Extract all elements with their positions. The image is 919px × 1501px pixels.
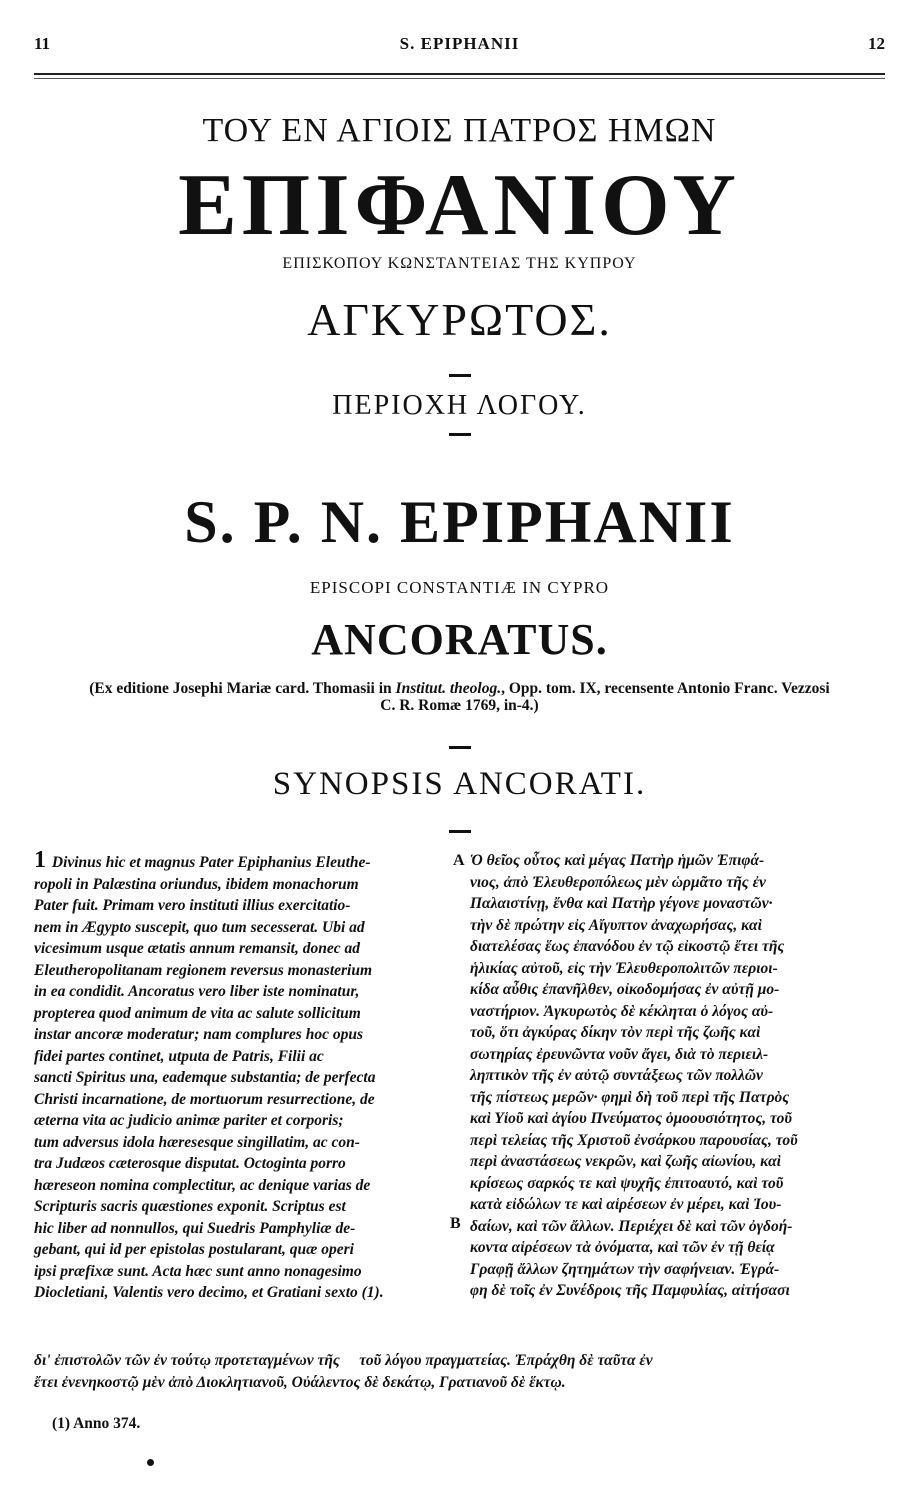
latin-line: in ea condidit. Ancoratus vero liber iste nominatur, (34, 983, 360, 1000)
latin-line: Diocletiani, Valentis vero decimo, et Gratiani sexto (1). (34, 1284, 384, 1301)
separator-dash (449, 374, 471, 377)
latin-line: hæreseon nomina complectitur, ac denique varias de (34, 1176, 371, 1194)
ink-dot (147, 1459, 154, 1466)
greek-line: κίδα αὖθις ἐπανῆλθεν, οἰκοδομήσας ἐν αὐτῇ μο- (470, 981, 780, 998)
separator-dash (449, 433, 471, 436)
edition-note-part2: , Opp. tom. IX, recensente Antonio Franc. Vezzosi (501, 680, 830, 697)
greek-line: περὶ ἀναστάσεως νεκρῶν, καὶ ζωῆς αἰωνίου, καὶ (470, 1153, 781, 1170)
latin-line: Christi incarnatione, de mortuorum resurrectione, de (34, 1090, 375, 1108)
latin-line: æterna vita ac judicio animæ pariter et corporis; (34, 1112, 344, 1129)
greek-line: Ὁ θεῖος οὗτος καὶ μέγας Πατὴρ ἡμῶν Ἐπιφά- (470, 852, 765, 869)
latin-work-title: ANCORATUS. (311, 615, 608, 664)
latin-line: ipsi præfixæ sunt. Acta hæc sunt anno nonagesimo (34, 1262, 362, 1280)
greek-line: δαίων, καὶ τῶν ἄλλων. Περιέχει δὲ καὶ τῶν ὀγδοή- (470, 1217, 793, 1235)
greek-line: σωτηρίας ἐρευνῶντα νοῦν ἄγει, διὰ τὸ περιειλ- (470, 1045, 769, 1063)
latin-line: Pater fuit. Primam vero instituti illius exercitatio- (34, 897, 351, 914)
latin-column (34, 847, 384, 1304)
latin-line: ropoli in Palæstina oriundus, ibidem monachorum (34, 875, 359, 893)
latin-line: vicesimum usque ætatis annum remansit, donec ad (34, 940, 360, 957)
latin-line: instar ancoræ moderatur; nam complures hoc opus (34, 1026, 363, 1043)
greek-line: διατελέσας ἕως ἐπανόδου ἐν τῷ εἰκοστῷ ἔτει τῆς (470, 938, 785, 955)
latin-line: Eleutheropolitanam regionem reversus monasterium (34, 961, 373, 979)
header-rule (34, 73, 885, 75)
greek-title-line1: ΤΟΥ ΕΝ ΑΓΙΟΙΣ ΠΑΤΡΟΣ ΗΜΩΝ (202, 112, 717, 149)
full-width-greek-line: δι' ἐπιστολῶν τῶν ἐν τούτῳ προτεταγμένων τῆς τοῦ λόγου πραγματείας. Ἐπράχθη δὲ ταῦτα ἐν (34, 1352, 653, 1369)
latin-subtitle: EPISCOPI CONSTANTIÆ IN CYPRO (309, 578, 610, 597)
greek-line: κρίσεως σαρκός τε καὶ ψυχῆς ἐπιτοαυτό, καὶ τοῦ (470, 1174, 784, 1192)
greek-line: ναστήριον. Ἀγκυρωτὸς δὲ κέκληται ὁ λόγος αὐ- (470, 1002, 774, 1020)
greek-line: τῆς πίστεως μερῶν· φημὶ δὴ τοῦ περὶ τῆς Πατρὸς (470, 1088, 790, 1106)
margin-marker-a: A (453, 852, 465, 869)
greek-line: ἡλικίας αὐτοῦ, εἰς τὴν Ἐλευθεροπολιτῶν περιοι- (470, 959, 778, 977)
margin-marker-b: B (450, 1215, 461, 1232)
edition-note-line2: C. R. Romæ 1769, in-4.) (380, 697, 539, 714)
separator-dash (449, 830, 471, 833)
latin-line: sancti Spiritus una, eademque substantia; de perfecta (34, 1069, 376, 1086)
edition-note-italic: Institut. theolog. (395, 680, 502, 697)
greek-line: κοντα αἱρέσεων τὰ ὀνόματα, καὶ τῶν ἐν τῇ θείᾳ (470, 1239, 775, 1256)
greek-work-title: ΑΓΚΥΡΩΤΟΣ. (307, 294, 612, 345)
greek-line: Παλαιστίνῃ, ἔνθα καὶ Πατὴρ γέγονε μοναστῶν· (470, 895, 773, 912)
greek-section-title: ΠΕΡΙΟΧΗ ΛΟΓΟΥ. (332, 390, 587, 421)
latin-line: fidei partes continet, utputa de Patris, Filii ac (34, 1047, 324, 1065)
greek-title-name: ΕΠΙΦΑΝΙΟΥ (178, 157, 741, 254)
latin-line: Scripturis sacris quæstiones exponit. Scriptus est (34, 1198, 346, 1215)
separator-dash (449, 746, 471, 749)
latin-line: gebant, qui id per epistolas postularant, quæ operi (34, 1241, 354, 1258)
latin-line: hic liber ad nonnullos, qui Suedris Pamphyliæ de- (34, 1219, 356, 1237)
edition-note-part1: (Ex editione Josephi Mariæ card. Thomasii in (89, 680, 396, 697)
paragraph-number: 1 (34, 847, 46, 873)
page-number-left: 11 (34, 34, 51, 53)
greek-subtitle: ΕΠΙΣΚΟΠΟΥ ΚΩΝΣΤΑΝΤΕΙΑΣ ΤΗΣ ΚΥΠΡΟΥ (282, 255, 637, 272)
synopsis-title: SYNOPSIS ANCORATI. (272, 766, 647, 802)
latin-line: propterea quod animum de vita ac salute sollicitum (34, 1004, 361, 1022)
running-head (34, 34, 885, 58)
latin-title-name: S. P. N. EPIPHANII (184, 489, 735, 555)
greek-line: κατὰ εἰδώλων τε καὶ αἱρέσεων ἐν μέρει, καὶ Ἰου- (470, 1196, 782, 1213)
latin-line: tra Judæos cæterosque disputat. Octoginta porro (34, 1155, 346, 1172)
greek-line: τὴν δὲ πρώτην εἰς Αἴγυπτον ἀναχωρήσας, καὶ (470, 916, 762, 934)
footnote: (1) Anno 374. (52, 1415, 141, 1432)
greek-line: Γραφῇ ἄλλων ζητημάτων τὴν σαφήνειαν. Ἐγρά- (470, 1260, 780, 1278)
greek-line: περὶ τελείας τῆς Χριστοῦ ἐνσάρκου παρουσίας, τοῦ (470, 1131, 798, 1149)
greek-line: φη δὲ τοῖς ἐν Συνέδροις τῆς Παμφυλίας, αἰτήσασι (470, 1282, 790, 1299)
greek-line: νιος, ἀπὸ Ἐλευθεροπόλεως μὲν ὡρμᾶτο τῆς ἐν (470, 873, 766, 891)
latin-line: tum adversus idola hæresesque singillatim, ac con- (34, 1133, 360, 1151)
running-title: S. EPIPHANII (399, 34, 520, 53)
greek-line: καὶ Υἱοῦ καὶ ἁγίου Πνεύματος ὁμοουσιότητος, τοῦ (470, 1110, 792, 1127)
header-rule-thin (34, 78, 885, 79)
latin-line: Divinus hic et magnus Pater Epiphanius Eleuthe- (51, 854, 371, 871)
greek-column (470, 850, 798, 1302)
full-width-greek-line: ἔτει ἐνενηκοστῷ μὲν ἀπὸ Διοκλητιανοῦ, Οὐάλεντος δὲ δεκάτῳ, Γρατιανοῦ δὲ ἕκτῳ. (34, 1374, 566, 1391)
page-number-right: 12 (868, 34, 885, 53)
greek-line: ληπτικὸν τῆς ἐν αὐτῷ συντάξεως τῶν πολλῶν (470, 1067, 763, 1084)
latin-first-line (34, 847, 384, 874)
edition-note (48, 680, 871, 714)
latin-line: nem in Ægypto suscepit, quo tum secesserat. Ubi ad (34, 918, 365, 936)
greek-line: τοῦ, ὅτι ἀγκύρας δίκην τὸν περὶ τῆς ζωῆς καὶ (470, 1024, 761, 1041)
